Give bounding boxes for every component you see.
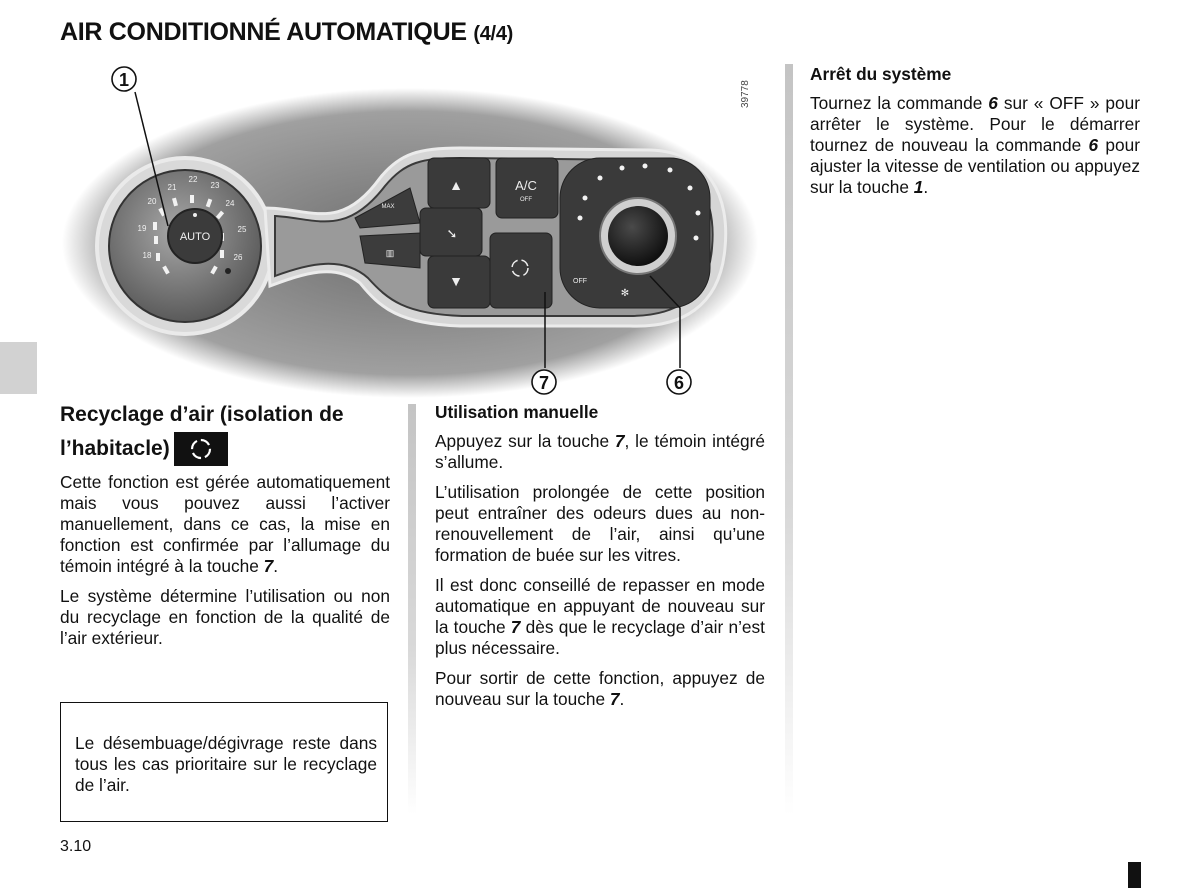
air-distribution-icon: ➘: [446, 226, 458, 241]
section-tab: [0, 342, 37, 394]
recirculation-icon: [174, 432, 228, 466]
dial-number: 26: [233, 253, 243, 262]
recirculation-section: [60, 398, 390, 658]
column-divider: [408, 404, 416, 814]
page-corner-mark: [1128, 862, 1141, 888]
climate-control-panel-figure: [60, 58, 760, 398]
auto-label: AUTO: [179, 231, 211, 243]
paragraph: Le système détermine l’utilisation ou non du recyclage en fonction de la qualité de l’air extérieur.: [60, 586, 390, 649]
paragraph: Cette fonction est gérée automatiquement mais vous pouvez aussi l’activer manuellement, dans ce cas, la mise en fonction est confirmée par l’allumage du témoin intégré à la touche 7.: [60, 472, 390, 577]
manual-use-section: [435, 402, 765, 719]
up-arrow-icon: ▲: [449, 177, 463, 193]
dial-number: 19: [137, 224, 147, 233]
paragraph: L’utilisation prolongée de cette position peut entraîner des odeurs dues au non-renouvellement de l’air, ainsi qu’une formation de buée sur les vitres.: [435, 482, 765, 565]
down-arrow-icon: ▼: [449, 273, 463, 289]
figure-code: 39778: [740, 80, 751, 108]
system-stop-section: [810, 64, 1140, 207]
dial-number: 25: [237, 225, 247, 234]
ac-off-label: OFF: [520, 197, 532, 203]
rear-defrost-icon: ▥: [385, 248, 395, 258]
recirculation-button: [490, 233, 552, 308]
max-label: MAX: [381, 204, 395, 210]
page-number: 3.10: [60, 838, 92, 855]
fan-speed-knob: [608, 206, 668, 266]
svg-text:1: 1: [118, 70, 130, 90]
note-text: Le désembuage/dégivrage reste dans tous les cas prioritaire sur le recyclage de l’air.: [75, 733, 377, 795]
svg-text:6: 6: [673, 373, 685, 393]
ac-label: A/C: [515, 178, 537, 193]
section-heading: Recyclage d’air (isolation de l’habitacle): [60, 398, 390, 466]
section-heading: Arrêt du système: [810, 64, 952, 84]
paragraph: Pour sortir de cette fonction, appuyez de nouveau sur la touche 7.: [435, 668, 765, 709]
paragraph: Il est donc conseillé de repasser en mode automatique en appuyant de nouveau sur la touche 7 dès que le recyclage d’air n’est plus nécessaire.: [435, 575, 765, 658]
off-label: OFF: [573, 278, 587, 285]
dial-number: 18: [142, 251, 152, 260]
page-title: AIR CONDITIONNÉ AUTOMATIQUE (4/4): [60, 18, 513, 46]
dial-number: 23: [210, 181, 220, 190]
fan-icon: ✻: [620, 288, 630, 299]
section-heading: Utilisation manuelle: [435, 402, 599, 422]
dial-number: 24: [225, 199, 235, 208]
dial-number: 20: [147, 197, 157, 206]
paragraph: Tournez la commande 6 sur « OFF » pour arrêter le système. Pour le démarrer tournez de nouveau la commande 6 pour ajuster la vitesse de ventilation ou appuyez sur la touche 1.: [810, 93, 1140, 197]
paragraph: Appuyez sur la touche 7, le témoin intégré s’allume.: [435, 431, 765, 472]
svg-text:7: 7: [538, 373, 550, 393]
column-divider: [785, 64, 793, 816]
dial-number: 21: [167, 183, 177, 192]
dial-number: 22: [188, 175, 198, 184]
note-box: [60, 702, 388, 822]
